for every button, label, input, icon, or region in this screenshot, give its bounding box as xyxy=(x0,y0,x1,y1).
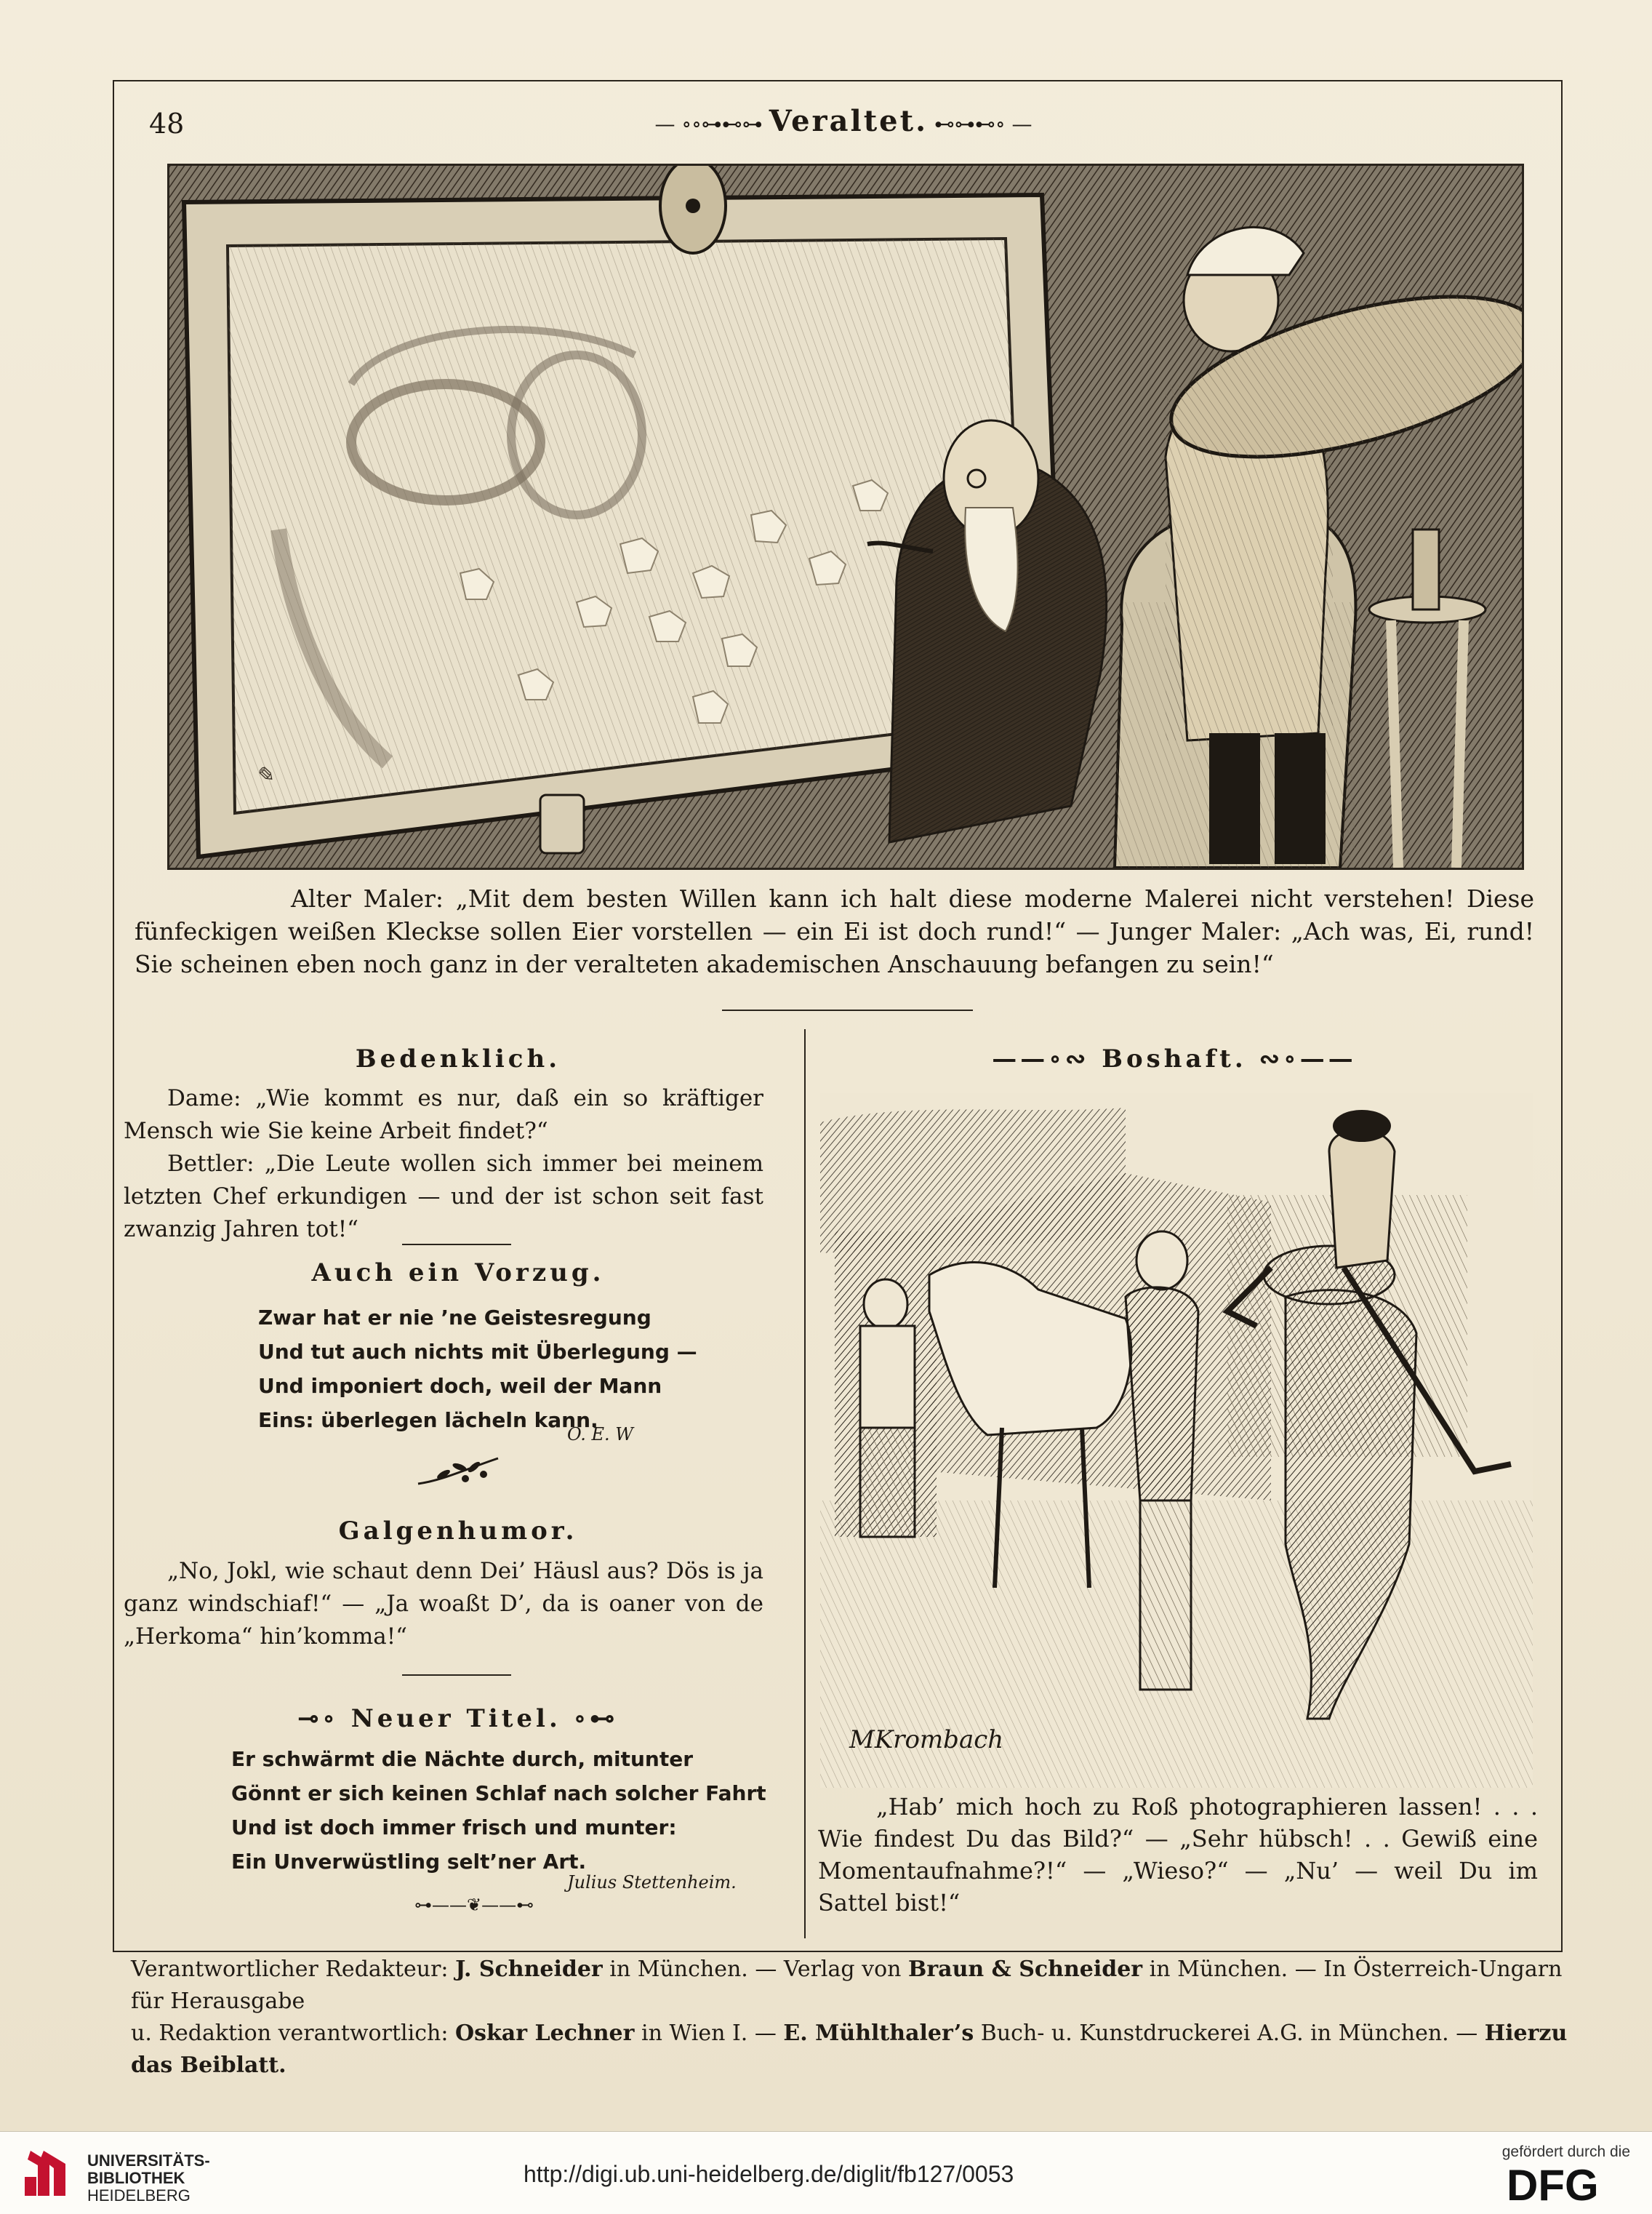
university-library-logo-icon[interactable] xyxy=(22,2148,80,2202)
neuer-titel-author: Julius Stettenheim. xyxy=(567,1872,737,1893)
painters-engraving xyxy=(169,166,1522,868)
imprint-text: Buch- u. Kunstdruckerei A.G. in München. — xyxy=(974,2021,1485,2046)
galgenhumor-paragraph: „No, Jokl, wie schaut denn Dei’ Häusl aus? Dös is ja ganz windschiaf!“ — „Ja woaßt D’, da is oaner von de „Herkoma“ hin’komma!“ xyxy=(124,1558,763,1650)
verse-line: Ein Unverwüstling selt’ner Art. xyxy=(231,1850,587,1874)
main-caption-text: Alter Maler: „Mit dem besten Willen kann ich halt diese moderne Malerei nicht verstehen! Diese fünfeckigen weißen Kleckse sollen Eier vorstellen — ein Ei ist doch rund!“ — Junger Maler: „Ach was, Ei, rund! Sie scheinen eben noch ganz in der veralteten akademischen Anschauung befangen zu sein!“ xyxy=(135,884,1534,978)
library-city: HEIDELBERG xyxy=(87,2186,191,2205)
ornament-right: ∘⊷ xyxy=(561,1704,619,1733)
imprint-supplement: Hierzu das Beiblatt. xyxy=(131,2021,1568,2078)
heading-vorzug: Auch ein Vorzug. xyxy=(311,1258,605,1287)
running-head xyxy=(640,104,1047,138)
olive-branch-ornament xyxy=(414,1451,502,1498)
verse-line: Zwar hat er nie ’ne Geistesregung xyxy=(258,1306,651,1330)
imprint-text: Verantwortlicher Redakteur: xyxy=(131,1957,456,1982)
column-divider xyxy=(804,1029,806,1938)
divider-1 xyxy=(402,1244,511,1245)
ornament-right: ∾∘—— xyxy=(1246,1044,1357,1074)
boshaft-caption xyxy=(818,1791,1538,1919)
verse-line: Gönnt er sich keinen Schlaf nach solcher Fahrt xyxy=(231,1781,766,1805)
verse-line: Eins: überlegen lächeln kann. xyxy=(258,1408,598,1432)
imprint-line-2 xyxy=(131,2018,1578,2082)
heading-bedenklich: Bedenklich. xyxy=(355,1044,561,1074)
rider-illustration xyxy=(820,1093,1533,1788)
divider-2 xyxy=(402,1674,511,1676)
heading-galgenhumor: Galgenhumor. xyxy=(338,1516,578,1546)
neuer-titel-verse xyxy=(231,1742,766,1879)
ornament-right: ⊷⊶⊷∘ — xyxy=(928,112,1032,136)
vorzug-verse xyxy=(258,1300,697,1437)
bedenklich-paragraph-2: Bettler: „Die Leute wollen sich immer bei meinem letzten Chef erkundigen — und der ist schon seit fast zwanzig Jahren tot!“ xyxy=(124,1151,763,1242)
imprint-editor: J. Schneider xyxy=(455,1957,603,1982)
imprint-publisher: Braun & Schneider xyxy=(908,1957,1143,1982)
verse-line: Und tut auch nichts mit Überlegung — xyxy=(258,1340,697,1364)
permalink-url[interactable]: http://digi.ub.uni-heidelberg.de/diglit/fb127/0053 xyxy=(524,2161,1014,2187)
boshaft-caption-text: „Hab’ mich hoch zu Roß photographieren lassen! . . . Wie findest Du das Bild?“ — „Sehr hübsch! . . Gewiß eine Momentaufnahme?!“ — „Wieso?“ — „Nu’ — weil Du im Sattel bist!“ xyxy=(818,1793,1538,1917)
verse-line: Und imponiert doch, weil der Mann xyxy=(258,1374,662,1398)
imprint-text: in München. — Verlag von xyxy=(602,1957,908,1982)
verse-line: Und ist doch immer frisch und munter: xyxy=(231,1815,677,1839)
rider-engraving xyxy=(820,1093,1533,1788)
imprint xyxy=(131,1954,1578,2082)
ornament-left: — ∘∘⊶⊷⊶ xyxy=(654,112,769,136)
neuer-titel-title: Neuer Titel. xyxy=(350,1704,561,1733)
artist-signature: MKrombach xyxy=(849,1725,1004,1754)
galgenhumor-text xyxy=(124,1555,763,1653)
imprint-austria-editor: Oskar Lechner xyxy=(454,2021,635,2046)
dfg-logo-icon[interactable] xyxy=(1507,2164,1630,2207)
library-name-line: BIBLIOTHEK xyxy=(87,2169,185,2187)
ornament-left: ⊸∘ xyxy=(297,1704,351,1733)
imprint-text: in Wien I. — xyxy=(634,2021,784,2046)
imprint-line-1 xyxy=(131,1954,1578,2018)
running-head-title: Veraltet. xyxy=(769,104,929,138)
heading-boshaft xyxy=(814,1044,1534,1074)
footer-bar xyxy=(0,2131,1652,2214)
vorzug-signature: O. E. W xyxy=(567,1424,633,1444)
imprint-text: in München. — In Österreich-Ungarn für Herausgabe xyxy=(131,1957,1563,2014)
bedenklich-text xyxy=(124,1082,763,1246)
imprint-printer: E. Mühlthaler’s xyxy=(783,2021,974,2046)
divider-center xyxy=(722,1010,973,1011)
verse-line: Er schwärmt die Nächte durch, mitunter xyxy=(231,1747,694,1771)
main-illustration xyxy=(167,164,1524,870)
dfg-logo-text: DFG xyxy=(1507,2164,1599,2205)
imprint-text: u. Redaktion verantwortlich: xyxy=(131,2021,455,2046)
funded-by-label: gefördert durch die xyxy=(1501,2143,1630,2160)
boshaft-title: Boshaft. xyxy=(1102,1044,1247,1074)
ornament-left: ——∘∾ xyxy=(992,1044,1102,1074)
plate-signature: ✎ xyxy=(253,762,276,790)
end-ornament: ⊶——❦——⊷ xyxy=(414,1895,534,1915)
main-caption xyxy=(135,882,1534,980)
page-number: 48 xyxy=(149,108,185,140)
bedenklich-paragraph-1: Dame: „Wie kommt es nur, daß ein so kräftiger Mensch wie Sie keine Arbeit findet?“ xyxy=(124,1085,763,1144)
library-name-line: UNIVERSITÄTS- xyxy=(87,2151,210,2170)
library-name[interactable] xyxy=(87,2152,210,2205)
heading-neuer-titel xyxy=(124,1704,793,1733)
